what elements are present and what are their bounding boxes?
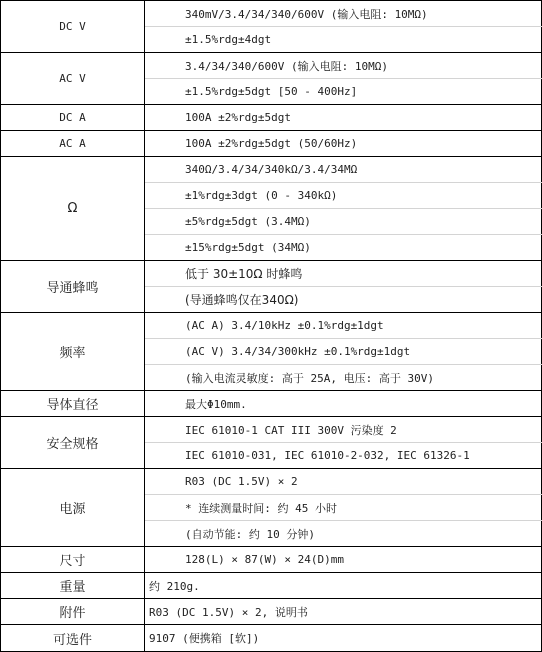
spec-value: 3.4/34/340/600V (输入电阻: 10MΩ) <box>145 53 542 79</box>
spec-label: AC A <box>1 131 145 157</box>
spec-value: ±1%rdg±3dgt (0 - 340kΩ) <box>145 183 542 209</box>
spec-row <box>1 105 542 131</box>
spec-value: 约 210g. <box>145 573 542 599</box>
spec-value: (自动节能: 约 10 分钟) <box>145 521 542 547</box>
spec-value: (AC A) 3.4/10kHz ±0.1%rdg±1dgt <box>145 313 542 339</box>
spec-value: R03 (DC 1.5V) × 2 <box>145 469 542 495</box>
spec-label: 附件 <box>1 599 145 625</box>
spec-value: (AC V) 3.4/34/300kHz ±0.1%rdg±1dgt <box>145 339 542 365</box>
spec-label: 导通蜂鸣 <box>1 261 145 313</box>
spec-label: 频率 <box>1 313 145 391</box>
spec-row <box>1 625 542 652</box>
spec-value: * 连续测量时间: 约 45 小时 <box>145 495 542 521</box>
spec-label: 电源 <box>1 469 145 547</box>
spec-row <box>1 417 542 443</box>
spec-label: 尺寸 <box>1 547 145 573</box>
spec-row <box>1 313 542 339</box>
spec-label: AC V <box>1 53 145 105</box>
spec-label: DC V <box>1 1 145 53</box>
spec-value: 100A ±2%rdg±5dgt (50/60Hz) <box>145 131 542 157</box>
spec-value: ±1.5%rdg±4dgt <box>145 27 542 53</box>
spec-value: R03 (DC 1.5V) × 2, 说明书 <box>145 599 542 625</box>
spec-row <box>1 391 542 417</box>
spec-row <box>1 469 542 495</box>
spec-value: ±15%rdg±5dgt (34MΩ) <box>145 235 542 261</box>
spec-value: ±5%rdg±5dgt (3.4MΩ) <box>145 209 542 235</box>
spec-value: 100A ±2%rdg±5dgt <box>145 105 542 131</box>
spec-label: 可选件 <box>1 625 145 652</box>
spec-row <box>1 261 542 287</box>
spec-value: 最大Φ10mm. <box>145 391 542 417</box>
spec-value: (导通蜂鸣仅在340Ω) <box>145 287 542 313</box>
spec-label: DC A <box>1 105 145 131</box>
spec-value: 128(L) × 87(W) × 24(D)mm <box>145 547 542 573</box>
spec-label: 重量 <box>1 573 145 599</box>
spec-row <box>1 1 542 27</box>
spec-value: (输入电流灵敏度: 高于 25A, 电压: 高于 30V) <box>145 365 542 391</box>
spec-row <box>1 157 542 183</box>
spec-value: 9107 (便携箱 [软]) <box>145 625 542 652</box>
spec-row <box>1 547 542 573</box>
spec-value: IEC 61010-031, IEC 61010-2-032, IEC 61326-1 <box>145 443 542 469</box>
spec-value: 低于 30±10Ω 时蜂鸣 <box>145 261 542 287</box>
spec-row <box>1 599 542 625</box>
spec-row <box>1 53 542 79</box>
spec-label: 导体直径 <box>1 391 145 417</box>
spec-row <box>1 131 542 157</box>
spec-value: ±1.5%rdg±5dgt [50 - 400Hz] <box>145 79 542 105</box>
spec-value: IEC 61010-1 CAT III 300V 污染度 2 <box>145 417 542 443</box>
spec-label: 安全规格 <box>1 417 145 469</box>
spec-label: Ω <box>1 157 145 261</box>
spec-value: 340Ω/3.4/34/340kΩ/3.4/34MΩ <box>145 157 542 183</box>
spec-row <box>1 573 542 599</box>
spec-value: 340mV/3.4/34/340/600V (输入电阻: 10MΩ) <box>145 1 542 27</box>
